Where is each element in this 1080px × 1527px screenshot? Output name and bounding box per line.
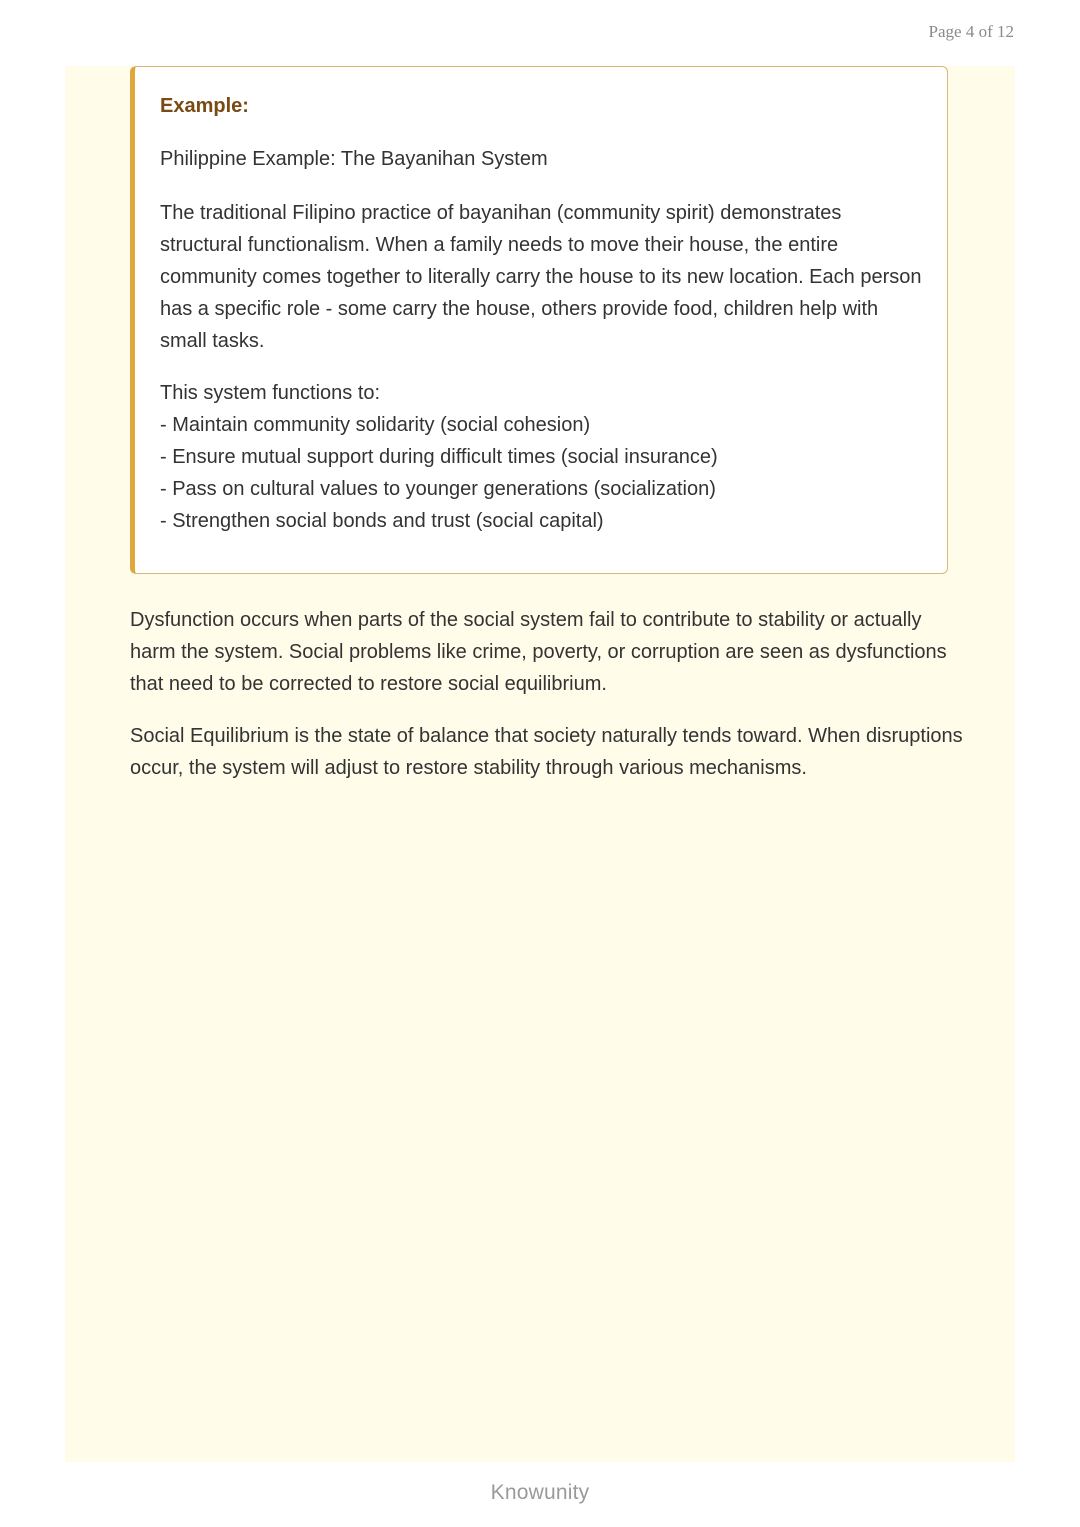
function-item: - Ensure mutual support during difficult times (social insurance) [160, 446, 718, 468]
functions-intro: This system functions to: [160, 382, 381, 404]
example-title: Philippine Example: The Bayanihan System [160, 148, 548, 170]
function-item: - Pass on cultural values to younger generations (socialization) [160, 478, 716, 500]
dysfunction-paragraph: Dysfunction occurs when parts of the social system fail to contribute to stability or actually harm the system. Social problems like crime, poverty, or corruption are seen as dysfunctions that need to be corrected to restore social equilibrium. [130, 609, 947, 695]
example-paragraph: The traditional Filipino practice of bayanihan (community spirit) demonstrates structural functionalism. When a family needs to move their house, the entire community comes together to literally carry the house to its new location. Each person has a specific role - some carry the house, others provide food, children help with small tasks. [160, 202, 922, 352]
footer-brand-logo: Knowunity [490, 1481, 590, 1504]
page-number: Page 4 of 12 [928, 22, 1014, 41]
equilibrium-paragraph: Social Equilibrium is the state of balance that society naturally tends toward. When disruptions occur, the system will adjust to restore stability through various mechanisms. [130, 725, 963, 779]
function-item: - Maintain community solidarity (social cohesion) [160, 414, 591, 436]
example-callout [130, 66, 948, 574]
example-heading: Example: [160, 95, 249, 117]
function-item: - Strengthen social bonds and trust (social capital) [160, 510, 604, 532]
page-content [65, 66, 1015, 1462]
